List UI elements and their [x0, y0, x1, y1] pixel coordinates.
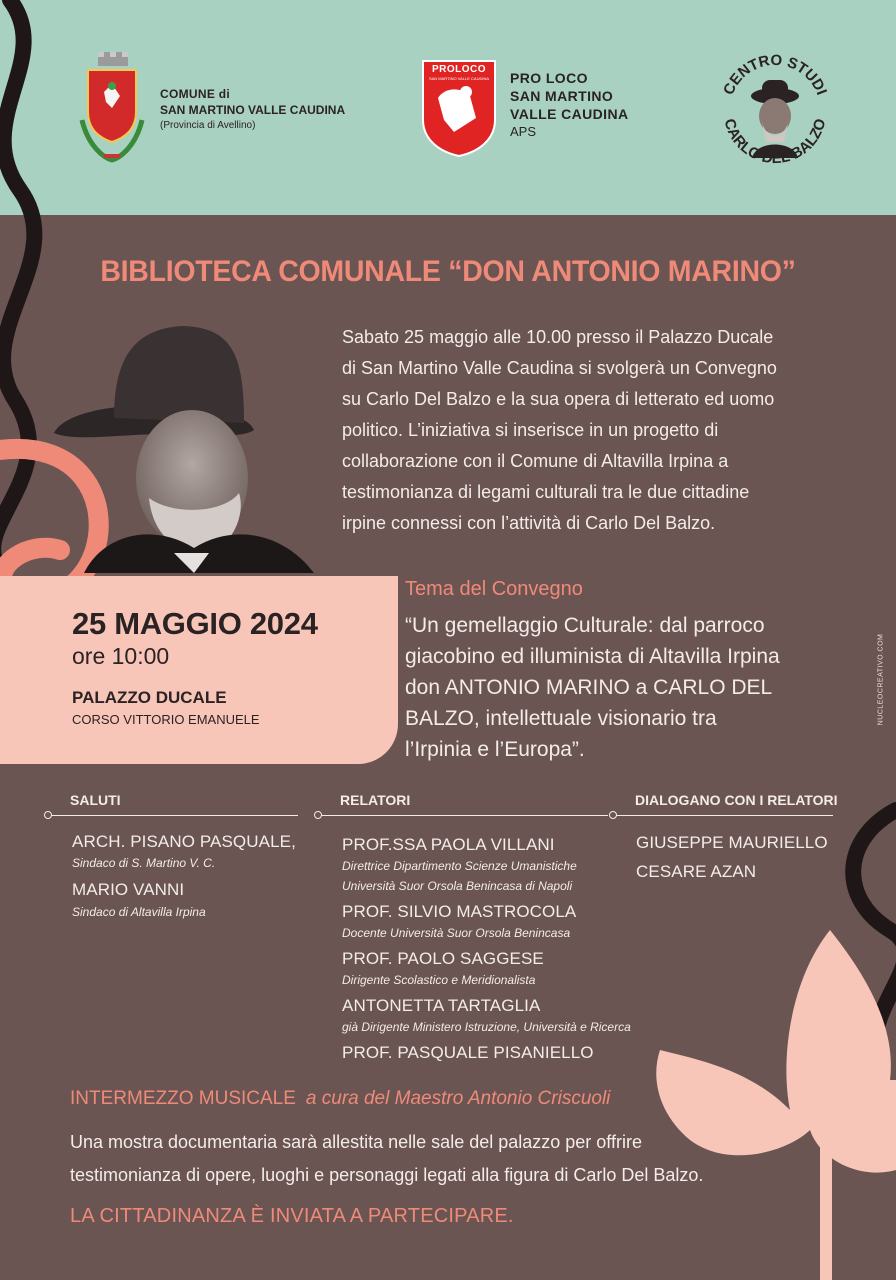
relatore-role: Docente Università Suor Orsola Benincasa [342, 926, 571, 940]
saluti-role: Sindaco di S. Martino V. C. [72, 856, 216, 870]
tema-line: don ANTONIO MARINO a CARLO DEL [405, 676, 773, 699]
event-info-box [0, 576, 398, 764]
saluti-name: ARCH. PISANO PASQUALE, [72, 832, 296, 851]
intro-paragraph [342, 322, 842, 539]
saluti-heading: SALUTI [70, 792, 121, 808]
intermezzo [70, 1088, 610, 1110]
mostra-paragraph [70, 1126, 790, 1192]
relatori-heading: RELATORI [340, 792, 411, 808]
saluti-name: MARIO VANNI [72, 880, 185, 899]
relatori-dot [314, 811, 322, 819]
relatore-role: Dirigente Scolastico e Meridionalista [342, 973, 536, 987]
dialogano-divider [613, 815, 833, 816]
relatore-role: Direttrice Dipartimento Scienze Umanistiche [342, 859, 577, 873]
centro-studi-top-text: CENTRO STUDI [720, 51, 830, 98]
saluti-role: Sindaco di Altavilla Irpina [72, 905, 206, 919]
centro-studi-portrait-icon [710, 50, 840, 170]
credit-text: NUCLEOCREATIVO.COM [877, 633, 885, 726]
intro-line: collaborazione con il Comune di Altavilla Irpina a [342, 451, 729, 471]
tema-line: l’Irpinia e l’Europa”. [405, 738, 585, 761]
tema-line: giacobino ed illuminista di Altavilla Irpina [405, 645, 780, 668]
saluti-divider [48, 815, 298, 816]
proloco-line-2: SAN MARTINO [510, 88, 614, 104]
intermezzo-label: INTERMEZZO MUSICALE [70, 1088, 296, 1109]
tema-text [405, 610, 835, 765]
relatore-name: PROF. SILVIO MASTROCOLA [342, 902, 577, 921]
credit-vertical [872, 630, 885, 740]
intro-line: testimonianza di legami culturali tra le due cittadine [342, 482, 750, 502]
relatore-role: già Dirigente Ministero Istruzione, Università e Ricerca [342, 1020, 631, 1034]
tema-line: BALZO, intellettuale visionario tra [405, 707, 717, 730]
centro-studi-logo [710, 50, 840, 170]
dialogano-name: CESARE AZAN [636, 862, 757, 881]
event-street: CORSO VITTORIO EMANUELE [72, 712, 260, 727]
mostra-line: testimonianza di opere, luoghi e personaggi legati alla figura di Carlo Del Balzo. [70, 1165, 704, 1185]
relatore-name: PROF. PAOLO SAGGESE [342, 949, 544, 968]
event-time: ore 10:00 [72, 643, 170, 669]
dialogano-heading: DIALOGANO CON I RELATORI [635, 792, 838, 808]
flower-decoration [640, 920, 896, 1280]
mostra-line: Una mostra documentaria sarà allestita nelle sale del palazzo per offrire [70, 1132, 642, 1152]
relatori-divider [318, 815, 608, 816]
relatore-name: PROF. PASQUALE PISANIELLO [342, 1043, 594, 1062]
event-date: 25 MAGGIO 2024 [72, 606, 318, 641]
intro-line: Sabato 25 maggio alle 10.00 presso il Palazzo Ducale [342, 327, 774, 347]
intro-line: irpine connessi con l’attività di Carlo Del Balzo. [342, 513, 716, 533]
comune-coat-of-arms-icon [74, 50, 150, 168]
intermezzo-curator: a cura del Maestro Antonio Criscuoli [305, 1088, 611, 1109]
proloco-line-4: APS [510, 124, 537, 139]
tema-label: Tema del Convegno [405, 578, 583, 600]
closing-invitation: LA CITTADINANZA È INVIATA A PARTECIPARE. [70, 1205, 514, 1227]
dialogano-dot [609, 811, 617, 819]
intro-line: su Carlo Del Balzo e la sua opera di letterato ed uomo [342, 389, 775, 409]
portrait-image [44, 318, 314, 573]
event-place: PALAZZO DUCALE [72, 688, 227, 707]
relatore-role: Università Suor Orsola Benincasa di Napoli [342, 879, 573, 893]
relatore-name: PROF.SSA PAOLA VILLANI [342, 835, 555, 854]
comune-name: SAN MARTINO VALLE CAUDINA [160, 103, 346, 117]
comune-label: COMUNE di [160, 87, 231, 101]
proloco-logo [420, 58, 498, 158]
relatore-name: ANTONETTA TARTAGLIA [342, 996, 541, 1015]
proloco-line-3: VALLE CAUDINA [510, 106, 629, 122]
tema-line: “Un gemellaggio Culturale: dal parroco [405, 614, 765, 637]
page-title: BIBLIOTECA COMUNALE “DON ANTONIO MARINO” [100, 255, 796, 288]
comune-province: (Provincia di Avellino) [160, 120, 256, 131]
dialogano-name: GIUSEPPE MAURIELLO [636, 833, 828, 852]
proloco-badge-text: PROLOCO [431, 64, 487, 75]
centro-studi-bottom-text: CARLO DEL BALZO [720, 116, 830, 168]
intro-line: di San Martino Valle Caudina si svolgerà un Convegno [342, 358, 777, 378]
proloco-badge-subtext: SAN MARTINO VALLE CAUDINA [428, 76, 490, 81]
saluti-dot [44, 811, 52, 819]
intro-line: politico. L’iniziativa si inserisce in un progetto di [342, 420, 719, 440]
proloco-line-1: PRO LOCO [510, 70, 588, 86]
